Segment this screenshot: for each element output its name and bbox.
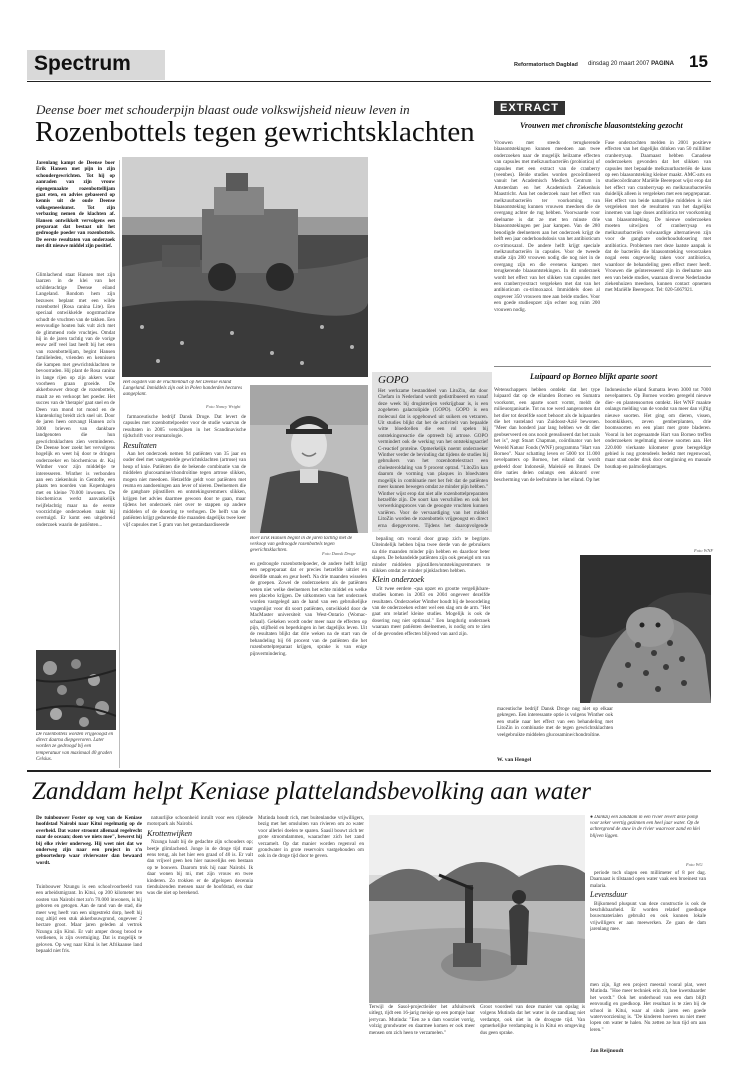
col4-paragraph: bepaling om vooral door grasp zich te begripte. Uiteindelijk hebben bijna twee derde van de gebruikers na drie maanden minder pijn hebben en daardoor beter slapen. De behandelde patiënten zijn ook geneigd om van minder middelen pijnstillers/ontstekingsremmers te slikken omdat ze minder pijnklachten hebben. <box>372 536 490 575</box>
col2-paragraph-b: Aan het onderzoek nemen 94 patiënten van 35 jaar en ouder deel met vastgestelde gewrichtsklachten (artrose) van heup of knie. Patiënten die de bekende combinatie van de middelen glucosamine/chondroïtine tegen artrose slikken, mogen niet meedoen. Hetzelfde geldt voor patiënten met reuma en aandoeningen aan lever of nieren. Deelnemers die de gangbare pijnstillers en ontstekingsremmers slikken, krijgen het advies daarmee gewoon door te gaan, maar tijdens het onderzoek niet over te stappen op andere middelen of de dosering te verhogen. De helft van de patiënten krijgt gedurende drie maanden dagelijks twee keer vijf capsules met 5 gram van het gestandaardiseerde <box>123 451 246 528</box>
bottom-author: Jan Reijnoudt <box>590 1048 624 1054</box>
main-lead <box>36 160 115 267</box>
paper-logo: Reformatorisch Dagblad <box>514 62 578 68</box>
farmer-photo-caption: Boer Erik Hansen begint in de jaren tachtig met de verkoop van gedroogde rozenbottels tegen gewrichtsklachten. <box>250 536 353 554</box>
bottom-col7 <box>590 870 706 980</box>
pump-caption-bullet: ● <box>590 815 595 820</box>
bottom-col2 <box>147 815 253 1044</box>
page-label: PAGINA <box>651 61 674 67</box>
farmer-portrait-photo <box>250 385 368 533</box>
main-col1-text: Glimlachend staat Hansen met zijn laarzen in de klei van het schilderachtige Deense eiland Langeland. Rondom hem zijn bezuwes beplant met een wilde rozenbottel (Rosa canina Lite). Een speciaal ontwikkelde oogstmachine schudt de vruchten van de takken. Een eenvoudige houten bak vult zich met de glimmend rode vruchtjes. Omdat hij in de jaren tachtig van de vorige eeuw zelf veel last heeft bij het eten van rozenbottelijam, begint Hansen familieleden, vrienden en kennissen die kampen met gewrichtsklachten te bevoorraden. Hij plant de Rosa canina in lange rijen op zijn akkers waar voorheen graan groeide. De akkerbouwer droogt de rozenbottels, maalt ze en verkoopt het poeder. Het succes van de 'therapie' gaat snel en de Deen van mond tot mond en de klantenkring breidt zich snel uit. Door de jaren heen ontvangt Hansen zo'n 3000 brieven van dankbare landgenoten die hun gewrichtsklachten zien verminderen. De Deense boer zoekt het vervolgens hogelijk en weet hij door te dringen onderzoeker en biochemicus dr. Kaj Winther voor zijn middeltje te interesseren. Winther is verbonden aan een ziekenhuis in Gentofte, een plaats ten noorden van Kopenhagen met en kleine 70.000 inwoners. De biochemicus werkt aanvankelijk twijfelachtig maar na de eerste voorzichtige onderzoeken raakt hij overtuigd. Er komt een uitgebreid onderzoek waarin de patiënten... <box>36 272 115 528</box>
main-col2-text <box>123 414 246 769</box>
subhead-krottenwijken: Krottenwijken <box>147 828 193 838</box>
water-pump-photo <box>369 815 585 1003</box>
bottom-article-top-rule <box>27 770 711 772</box>
bottom-col7-paragraph-b: Bijkomend pluspunt van deze constructie is ook de beschikbaarheid. Er worden relatief goedkope bouwmaterialen gebruikt en ook kunnen lokale vrijwilligers er aan meewerken. Ze gaan de dam jarenlang mee. <box>590 900 706 933</box>
extract-col2: Fase onderzochten melden in 2001 positieve effecten van het dagelijks drinken van 50 milliliter cranberrysap. Daarnaast hebben Canadese onderzoekers gevonden dat het slikken van capsules met bepaalde melkzuurbacteriën de kans op een blaasontsteking kleiner maakt. AMC-arts en studiecoördinator Mariëlle Beerepoot wijst erop dat het effect van cranberrysap en melkzuurbacteriën duidelijk alleen is vergeleken met een nepgreparaat. Het effect van beide natuurlijke middelen is niet vergeleken met de resultaten van het dagelijks innemen van lage doses antibiotica ter voorkoming van blaasontsteking. De nieuwe onderzoeken moeten uitwijzen of cranberrysap en melkzuurbacteriën volwaardige alternatieven zijn voor de gangbare onderhoudsdosering met antibiotica. Problemen met deze laatste aanpak is dat de bacteriën die blaasontsteking veroorzaken nogal eens ongevoelig raken voor antibiotica, waardoor de behandeling geen effect meer heeft. Vrouwen die geïnteresseerd zijn in deelname aan een van beide studies, waaraan diverse Nederlandse ziekenhuizen meedoen, kunnen contact opnemen met Mariëlle Beerepoot. Tel: 020-5667921. <box>605 140 711 294</box>
bottom-lead <box>36 815 142 879</box>
subhead-levensduur: Levensduur <box>590 890 628 900</box>
pump-photo-caption <box>590 815 706 863</box>
extract-rule <box>494 366 711 367</box>
main-kicker: Deense boer met schouderpijn blaast oude volkswijsheid nieuw leven in <box>36 102 410 117</box>
page-date <box>588 61 674 67</box>
bottom-col6: Groot voordeel van deze manier van opslag is volgens Mutinda dat het water in de zandlaag niet verdampt, ook niet in de droogste tijd. Van opmerkelijke verdamping is in Kitui en omgeving dus geen sprake. <box>480 1004 585 1036</box>
main-author: W. van Hengel <box>497 757 532 763</box>
col4-paragraph-b: Uit twee eerdere -qua opzet en grootte vergelijkbare- studies komen in 2003 en 2004 ongeveer dezelfde resultaten. Onderzoeker Winther houdt bij de beoordeling van de onderzoeken echter wel een slag om de arm. "Het gaat om relatief kleine studies. Mogelijk is ook de dosering nog niet optimaal." Een langdurig onderzoek waaraan meer patiënten deelnemen, is nodig om te zien of de gevonden effecten blijvend van aard zijn. <box>372 585 490 637</box>
leopard-photo <box>580 555 711 703</box>
bottom-col7-paragraph: periode toch slagen een millimeter of 8 per dag. Daarnaast is tilstaand open water vaak een broeinest van malaria. <box>590 870 706 889</box>
main-headline: Rozenbottels tegen gewrichtsklachten <box>35 116 475 148</box>
pump-caption-text: Dankzij een zanddam in een rivier levert deze pomp voor zeker veertig gezinnen een heel jaar water. Op de achtergrond de stuw in de rivier waarvoor zand en klei blijven liggen. <box>590 815 701 839</box>
col-divider <box>119 160 120 768</box>
bottom-headline: Zanddam helpt Keniase plattelandsbevolking aan water <box>32 778 591 805</box>
harvest-machine-photo <box>122 157 368 377</box>
gopo-text: Het werkzame bestanddeel van LitoZin, dat door Chefam in Nederland wordt gedistribueerd en vanaf deze week bij drogisterijen verkrijgbaar is, is een zogeheten galactolipide (GOPO). GOPO is een molecuul dat is opgebouwd uit suikers en vetzuren. Uit studies blijkt dat het de activiteit van bepaalde witte bloedcellen die een rol spelen bij ontstekingsreactie die optreedt bij artrose. GOPO vermindert ook de werking van het ontstekingsactief C-reactief proteïne. Opmerkelijk noemt onderzoeker Winther verder de bevinding dat tijdens de studies bij gebruikers van het rozenbottelextract een cholesteroldaling van 9 procent optrad. "LitoZin kan daarom de vorming van plaques in bloedvaten mogelijk in combinatie met het feit dat de patiënten meer kunnen bewegen omdat ze minder pijn hebben." Winther wijst erop dat niet alle rozenbottelpreparaten hetzelfde zijn. De soort kan verschillen en ook het verwerkingsproces van de geoogste vruchten kunnen variëren. Voor de vervaardiging van het middel LitoZin worden de rozenbottels vrijgeoogst en direct erna diepgevroren. Tijdens het daaropvolgende <box>378 388 488 529</box>
harvest-photo-caption: Het oogsten van de vruchtenbult op het Deense eiland Langeland. Inmiddels zijn ook in Polen handerden hectares aangeplant. <box>123 380 243 398</box>
section-title: Spectrum <box>34 52 131 75</box>
bottom-col5: Terwijl de Sasol-projectleider het afsluitwerk uitlegt, rijdt een 16-jarig meisje op een pompje haar jerrycan. Mutinda: "Een ze n dam voorziet vorrig, volzig grondwater en daarmee komen er ook meer mensen om zich heen te verzamelen." <box>369 1004 475 1036</box>
extract-headline: Vrouwen met chronische blaasontsteking gezocht <box>520 121 683 130</box>
extract-logo: EXTRACT <box>494 101 565 115</box>
bottom-col1: Tuinbouwer Nzungu is een schoolvoorbeeld van een arbeidsmigrant. In Kitui, op 200 kilometer ten oosten van Nairobi met zo'n 70.000 inwoners, is hij geboren en getogen. Aan de rand van de stad, die meer weg heeft van een uitgestrekt dorp, heeft hij nog altijd een stuk akkerbouwgrond, ongeveer 2 hectare groot. Maar jaren geleden al vertrok Nzungu zijn Kitui. Er valt amper droog brood te verdienen, is zijn overtuiging. Dat is mogelijk te geloven. Op weg naar Kitui is het Afrikaanse land bepaald niet fris. <box>36 884 142 955</box>
date-text: dinsdag 20 maart 2007 <box>588 61 650 67</box>
rosehip-bush-photo <box>36 650 116 730</box>
bottom-col8: men zijn, ligt een project meestal vooral plat, weet Mutinda. "Hoe meer techniek erin zit, hoe kwetsbaarder het wordt." Ook het onderhoud van een dam blijft eenvoudig en goedkoop. Het resultaat is te zien bij de school in Kitui, waar al sinds jaren een goede watervoorziening is. "De kinderen hoeven nu niet meer lopen om water te halen. Nu zetten ze hun tijd om aan leren." <box>590 982 706 1033</box>
col2-paragraph: farmaceutische bedrijf Dansk Droge. Dat levert de capsules met rozenbottelpoeder voor de studie waarvan de resultaten in 2005 verschijnen in het Scandinavische tijdschrift voor reumatologie. <box>123 414 246 440</box>
gopo-title: GOPO <box>378 374 409 386</box>
lead-text: Jarenlang kampt de Deense boer Erik Hansen met pijn in zijn schoudergewrichten. Tot hij op aanraden van zijn vrouw eigengemaakte rozenbottellijam gaat eten, en advies gebaseerd op kennis uit de oude Deense volksgeneeskunst. Tot zijn verbazing nemen de klachten af. Hansen ontwikkelt vervolgens een preparaat dat bestaat uit het gedroogde poeder van rozenbottels. De eerste resultaten van onderzoek met dit nieuwe middel zijn positief. <box>36 160 115 250</box>
subhead-klein-onderzoek: Klein onderzoek <box>372 575 425 585</box>
bottom-col2-paragraph-b: Nzungu haalt bij de gedachte zijn schouders op; beetje glimlachend. Jonge in de droge tijd maar eens terug, als het hier een graad of 40 is. Er valt dan vrijwel geen hen hier nauwelijks een bestaan op te bouwen. Daarom trok hij naar Nairobi. Ik daar wonen bij mi, met zijn vrouw en twee kinderen. Zo trokken er de afgelopen decennia tienduizenden mensen naar de hoofdstad, en daar was die niet op berekend. <box>147 839 253 897</box>
main-col5-text: maceutische bedrijf Dansk Droge nog niet op elkaar gekregen. Een interessante optie is volgens Winther ook een studie naar het effect van een behandeling met LitoZin in combinatie met de tegen gewrichtsklachten veelgebruikte middelen glucosamine/chondroïtine. <box>497 706 613 738</box>
main-col3-text: en gedroogde rozenbottelpoeder, de andere helft krijgt een nepgreparaat dat er precies hetzelfde uitziet en dezelfde smaak en geur heeft. Na drie maanden wisselen de groepen. Zowel de onderzoekers als de patiënten weten niet welke deelnemers het echte middel en welke een placebo krijgen. De uitkomsten van het onderzoek worden vastgelegd aan de hand van een gebruikelijke vragenlijst voor dit soort patiënten, ontwikkeld door de MacMaster universiteit van West-Ontario (Womac-schaal). Gekeken wordt onder meer naar de effecten op pijn, stijfheid en beperkingen in het dagelijks leven. Uit de resultaten blijkt dat drie weken na de start van de behandeling bij 66 procent van de patiënten die het rozenbottelpreparaat krijgen, sprake is van enige pijnvermindering. <box>250 561 367 657</box>
col1-photo-caption: De rozenbottels worden vrijgeoogst en direct daarna diepgevroren. Later worden ze gedroogd bij een temperatuur van maximaal 40 graden Celsius. <box>36 732 114 762</box>
subhead-resultaten: Resultaten <box>123 440 157 450</box>
extract-col1: Vrouwen met steeds terugkerende blaasontstekingen kunnen meedoen aan twee onderzoeken naar de mogelijk heilzame effecten van capsules met melkzuurbacteriën (probiotica) of capsules met een extract van de cranberry (veenbes). Beide studies worden gecoördineerd vanuit het Academisch Medisch Centrum in Amsterdam en het Academisch Ziekenhuis Maastricht. Aan het onderzoek naar het effect van melkzuurbacteriën ter voorkoming van blaasontsteking kunnen vrouwen meedoen die de overgang achter de rug hebben. Voorwaarde voor deelname is dat ze met ten minste drie blaasontstekingen per jaar kampen. Van de 280 benodigde deelnemers aan het onderzoek krijgt de helft een jaar onderhoudsdosis van het antibioticum co-trimoxazol. De andere helft krijgt speciale melkzuurbacteriën in capsules. Voor de tweede studie zijn 280 vrouwen nodig die nog niet in de overgang zijn en die evenens kampen met terugkerende blaasontstekingen. In dit onderzoek wordt het effect van het slikken van capsules met een cranberryextract vergeleken met dat van het antibioticum co-trimoxazol. Immiddels doen al ongeveer 350 vrouwen mee aan beide studies. Voor een goede studieopzet zijn echter nog ruim 200 vrouwen nodig. <box>494 140 600 313</box>
pump-photo-credit: Foto WG <box>686 862 703 867</box>
bottom-lead-text: De tuinbouwer Foster op weg van de Keniase hoofdstad Nairobi naar Kitui regelmatig op de overheid. Dat water stroomt allemaal regelrecht naar de oceaan; doen we niets mee", bewerst hij bij elke rivier onderweg. Hij weet niet dat we onderweg zijn naar een project in z'n geboortedorp waar rivierwater dan bewaard wordt. <box>36 815 142 866</box>
luipaard-credit: Foto WNF <box>694 548 714 553</box>
main-col4-text <box>372 536 490 769</box>
luipaard-headline: Luipaard op Borneo blijkt aparte soort <box>530 372 658 381</box>
page-number: 15 <box>689 52 708 71</box>
harvest-photo-credit: Foto Nancy Wright <box>206 404 241 409</box>
bottom-col3: Mutinda houdt rich, met buitenlandse vrijwilligers, bezig met het omsluiten van rivieren om zo water voor allerlei doelen te sparen. Saasil bouwt zich ter grote stroomdammen, waarachter zich het zand verzamelt. Op dat manier worden regenval en grondwater in grote reservoirs vastgehouden om ook in de droge tijd door te geven. <box>258 815 364 860</box>
bottom-col2-paragraph: natuurlijke schoonheid inruilt voor een rijdende motorpark als Nairobi. <box>147 815 253 828</box>
luipaard-col1: Wetenschappers hebben ontdekt dat het type luipaard dat op de eilanden Borneo en Sumatra voorkomt, een aparte soort vormt, meldt de milieuorganisatie. Tot nu toe werd aangenomen dat het dier tot dezelfde soort behoort als de luipaarden die het vasteland van Zuidoost-Azië bewonen. "Meer dan honderd jaar lang hebben we dit dier geobserveerd en ons nooit gerealiseerd dat het zoals het is", zegt Stuart Chapman, coördinator van het Wereld Natuur Fonds (WNF) programma "Hart van Borneo". Naar schatting leven er 5000 tot 11.000 nevelpanters op Borneo, het eiland dat wordt gedeeld door Indonesië, Maleisië en Brunei. De drie naties delen onlangs een akkoord over bescherming van de leefruimte in het eiland. Op het <box>494 387 600 483</box>
header-rule <box>27 81 711 82</box>
luipaard-col2: Indonesische eiland Sumatra leven 3000 tot 7000 nevelpanters. Op Borneo worden geregeld nieuwe dier- en plantensoorten ontdekt. Het WNF maakte onlangs melding van de vondst van meer dan vijftig nieuwe soorten. Het ging om dieren, vissen, boomkikkers, zeven gemberplanten, drie boomsoorten en een plant met grote bladeren. Vooral in het zogenaamde Hart van Borneo treffen onderzoekers regelmatig nieuwe soorten aan. Het 220.000 vierkante kilometer grote beregeldige gebied is nog grotendeels bedekt met regenwoud, maar staat onder druk door ontginning en massale houtkap en palmolieplantages. <box>605 387 711 470</box>
farmer-photo-credit: Foto Dansk Droge <box>322 551 356 556</box>
